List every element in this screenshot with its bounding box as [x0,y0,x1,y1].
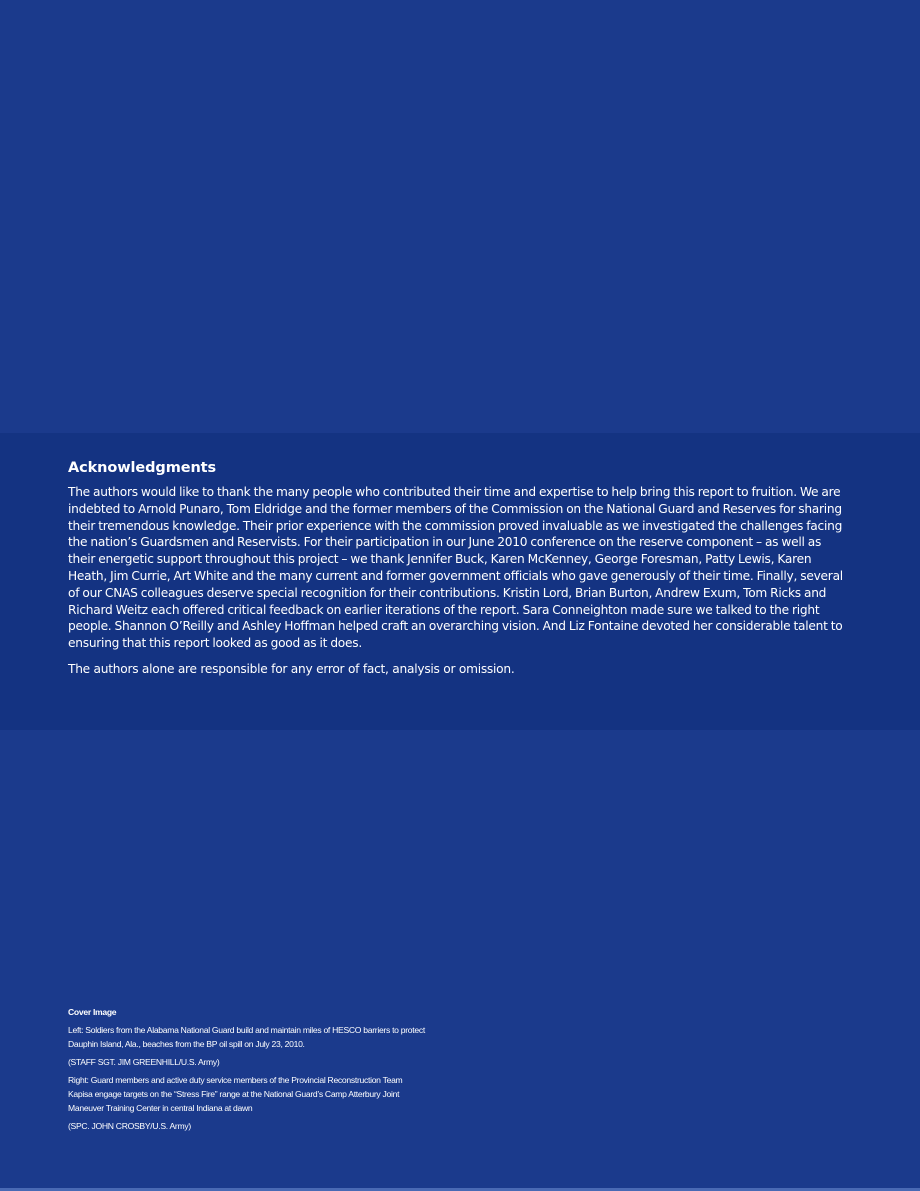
cover-right-caption: Right: Guard members and active duty service members of the Provincial Reconstruction Team Kapisa engage targets on the “Stress Fire” range at the National Guard’s Camp Atterbury Joint Maneuver Training Center in central Indiana at dawn [68,1075,403,1113]
cover-left-caption: Left: Soldiers from the Alabama National Guard build and maintain miles of HESCO barriers to protect Dauphin Island, Ala., beaches from the BP oil spill on July 23, 2010. [68,1025,425,1049]
acknowledgments-body: The authors would like to thank the many people who contributed their time and expertise to help bring this report to fruition. We are indebted to Arnold Punaro, Tom Eldridge and the former members of the Commission on the National Guard and Reserves for sharing their tremendous knowledge. Their prior experience with the commission proved invaluable as we investigated the challenges facing the nation’s Guardsmen and Reservists. For their participation in our June 2010 conference on the reserve component – as well as their energetic support throughout this project – we thank Jennifer Buck, Karen McKenney, George Foresman, Patty Lewis, Karen Heath, Jim Currie, Art White and the many current and former government officials who gave generously of their time. Finally, several of our CNAS colleagues deserve special recognition for their contributions. Kristin Lord, Brian Burton, Andrew Exum, Tom Ricks and Richard Weitz each offered critical feedback on earlier iterations of the report. Sara Conneighton made sure we talked to the right people. Shannon O’Reilly and Ashley Hoffman helped craft an overarching vision. And Liz Fontaine devoted her considerable talent to ensuring that this report looked as good as it does. [68,485,843,651]
acknowledgments-title: Acknowledgments [68,460,217,476]
acknowledgments-content [68,458,843,678]
cover-image-credits [68,1005,428,1137]
cover-left-credit: (STAFF SGT. JIM GREENHILL/U.S. Army) [68,1057,220,1067]
cover-right-credit: (SPC. JOHN CROSBY/U.S. Army) [68,1121,191,1131]
cover-image-title: Cover Image [68,1007,117,1017]
acknowledgments-disclaimer: The authors alone are responsible for any error of fact, analysis or omission. [68,661,515,676]
acknowledgments-section [0,433,920,730]
